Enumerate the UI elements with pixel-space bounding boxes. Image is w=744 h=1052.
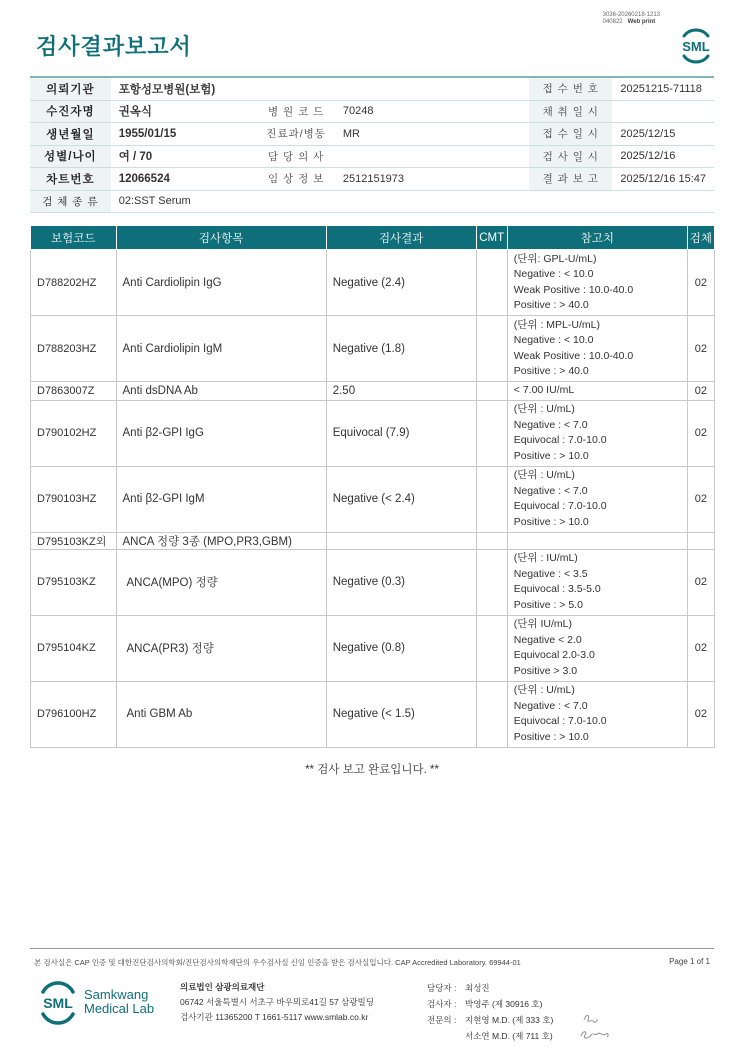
insurance-code-cell: D7863007Z [31,382,117,401]
info-value: 2512151973 [335,168,451,191]
info-label: 결 과 보 고 [529,168,612,191]
specimen-cell: 02 [687,681,714,747]
info-label: 수진자명 [30,100,111,123]
organization-name: 의료법인 삼광의료재단 [180,982,265,992]
reference-range-cell [507,316,687,382]
specimen-cell [687,532,714,549]
info-label: 의뢰기관 [30,77,111,100]
accreditation-note: 본 검사실은 CAP 인증 및 대한진단검사의학회/진단검사의학재단의 우수검사실 신임 인증을 받은 검사실입니다. CAP Accredited Laboratory. 69944-01 [34,958,521,967]
test-item-cell: Anti GBM Ab [116,681,326,747]
reference-line: (단위 : U/mL) [513,403,575,415]
insurance-code-cell: D790102HZ [31,400,117,466]
info-blank [335,77,451,100]
reference-line: (단위 : U/mL) [513,469,575,481]
staff-role: 담당자 : [427,983,457,993]
info-blank [335,190,451,213]
results-body [31,250,715,748]
insurance-code-cell: D795103KZ외 [31,532,117,549]
svg-text:SML: SML [682,39,710,54]
reference-line: Equivocal 2.0-3.0 [513,649,595,661]
reference-line: Positive : > 10.0 [513,449,589,462]
reference-line: Negative : < 7.0 [513,699,588,712]
info-row [30,123,714,146]
comment-cell [476,466,507,532]
test-result-cell: Equivocal (7.9) [326,400,476,466]
info-value [612,100,714,123]
staff-name: 서소연 M.D. (제 711 호) [465,1031,553,1041]
info-value [335,145,451,168]
staff-row [427,1012,553,1028]
reference-line: (단위 IU/mL) [513,618,572,630]
results-header-row [31,226,715,250]
test-item-cell: Anti Cardiolipin IgM [116,316,326,382]
reference-range-cell [507,532,687,549]
reference-range-cell [507,400,687,466]
comment-cell [476,400,507,466]
test-result-cell: 2.50 [326,382,476,401]
info-value: 1955/01/15 [111,123,258,146]
reference-line: Positive > 3.0 [513,664,578,677]
reference-line: < 7.00 IU/mL [513,384,575,396]
staff-name: 박영주 (제 30916 호) [465,999,543,1009]
info-blank [529,190,612,213]
results-table [30,226,715,748]
specimen-cell: 02 [687,615,714,681]
reference-line: Equivocal : 7.0-10.0 [513,434,607,446]
column-header-specimen: 검체 [687,226,714,250]
staff-role: 전문의 : [427,1015,457,1025]
reference-range-cell [507,549,687,615]
table-row [31,316,715,382]
sml-logo-icon [676,24,716,68]
info-label: 진료과/병동 [257,123,334,146]
document-id [603,12,660,26]
insurance-code-cell: D796100HZ [31,681,117,747]
comment-cell [476,316,507,382]
insurance-code-cell: D788203HZ [31,316,117,382]
staff-name: 최성진 [465,983,490,993]
table-row [31,466,715,532]
column-header-code: 보험코드 [31,226,117,250]
reference-line: Equivocal : 7.0-10.0 [513,715,607,727]
svg-text:SML: SML [43,995,73,1011]
info-label: 검 사 일 시 [529,145,612,168]
reference-range-cell [507,382,687,401]
test-result-cell: Negative (< 2.4) [326,466,476,532]
column-header-item: 검사항목 [116,226,326,250]
reference-range-cell [507,250,687,316]
info-label: 담 당 의 사 [257,145,334,168]
info-blank [612,190,714,213]
info-value: 여 / 70 [111,145,258,168]
comment-cell [476,615,507,681]
organization-address: 06742 서울특별시 서초구 바우뫼로41길 57 삼광빌딩 [180,997,374,1007]
staff-row [427,996,553,1012]
info-label: 성별/나이 [30,145,111,168]
info-label: 생년월일 [30,123,111,146]
info-row [30,168,714,191]
test-result-cell: Negative (0.3) [326,549,476,615]
info-blank [257,77,334,100]
report-complete-text: ** 검사 보고 완료입니다. ** [305,764,439,776]
reference-line: Negative < 2.0 [513,633,582,646]
info-value: 20251215-71118 [612,77,714,100]
footer-organization [180,980,374,1025]
reference-line: Equivocal : 3.5-5.0 [513,583,601,595]
reference-line: (단위 : IU/mL) [513,552,578,564]
info-blank [450,190,529,213]
info-row [30,100,714,123]
page-title: 검사결과보고서 [36,34,192,59]
handwritten-signature-icon [578,1010,612,1044]
reference-line: (단위 : U/mL) [513,684,575,696]
specimen-cell: 02 [687,466,714,532]
reference-line: Weak Positive : 10.0-40.0 [513,349,634,362]
reference-range-cell [507,466,687,532]
info-value: 2025/12/16 [612,145,714,168]
reference-line: Equivocal : 7.0-10.0 [513,500,607,512]
reference-line: Positive : > 10.0 [513,730,589,743]
info-label: 접 수 번 호 [529,77,612,100]
reference-line: Positive : > 5.0 [513,598,583,611]
reference-line: (단위 : MPL-U/mL) [513,318,600,331]
page-number: Page 1 of 1 [669,957,710,966]
info-blank [450,123,529,146]
table-row [31,681,715,747]
reference-line: (단위: GPL-U/mL) [513,252,597,265]
sml-footer-logo-icon [36,980,80,1026]
info-blank [450,100,529,123]
comment-cell [476,382,507,401]
info-value: MR [335,123,451,146]
table-row [31,400,715,466]
insurance-code-cell: D790103HZ [31,466,117,532]
insurance-code-cell: D795104KZ [31,615,117,681]
specimen-cell: 02 [687,549,714,615]
column-header-result: 검사결과 [326,226,476,250]
reference-line: Positive : > 40.0 [513,299,589,311]
table-row [31,549,715,615]
info-blank [450,145,529,168]
test-item-cell: ANCA(MPO) 정량 [116,549,326,615]
patient-info-table [30,76,714,213]
reference-range-cell [507,615,687,681]
staff-row [427,1028,553,1044]
staff-row [427,980,553,996]
reference-range-cell [507,681,687,747]
specimen-label: 검 체 종 류 [30,190,111,213]
staff-role [427,1028,465,1044]
info-label: 접 수 일 시 [529,123,612,146]
brand-line2: Medical Lab [84,1001,155,1016]
table-row [31,250,715,316]
reference-line: Negative : < 10.0 [513,334,594,346]
organization-contact: 검사기관 11365200 T 1661-5117 www.smlab.co.kr [180,1012,369,1022]
specimen-cell: 02 [687,400,714,466]
footer-staff [427,980,553,1044]
test-item-cell: Anti dsDNA Ab [116,382,326,401]
info-label: 차트번호 [30,168,111,191]
info-row [30,145,714,168]
reference-line: Negative : < 3.5 [513,567,588,580]
reference-line: Negative : < 7.0 [513,418,588,431]
info-value: 2025/12/16 15:47 [612,168,714,191]
test-result-cell: Negative (1.8) [326,316,476,382]
table-row [31,615,715,681]
info-label: 임 상 정 보 [257,168,334,191]
test-item-cell: Anti β2-GPI IgG [116,400,326,466]
info-row [30,77,714,100]
test-result-cell: Negative (0.8) [326,615,476,681]
info-value: 포항성모병원(보험) [111,77,258,100]
column-header-reference: 참고치 [507,226,687,250]
specimen-cell: 02 [687,316,714,382]
test-item-cell: ANCA(PR3) 정량 [116,615,326,681]
specimen-cell: 02 [687,382,714,401]
info-value: 12066524 [111,168,258,191]
column-header-cmt: CMT [476,226,507,250]
reference-line: Negative : < 7.0 [513,484,588,497]
test-item-cell: Anti Cardiolipin IgG [116,250,326,316]
info-blank [257,190,334,213]
info-value: 70248 [335,100,451,123]
document-id-line2: 040822 Web print [602,19,656,25]
info-value: 권옥식 [111,100,258,123]
reference-line: Negative : < 10.0 [513,268,594,280]
comment-cell [476,250,507,316]
test-item-cell: ANCA 정량 3종 (MPO,PR3,GBM) [116,532,326,549]
info-blank [450,77,529,100]
specimen-value: 02:SST Serum [111,190,258,213]
specimen-cell: 02 [687,250,714,316]
document-id-line1: 3036-20260218-1213 [602,12,660,18]
staff-role: 검사자 : [427,999,457,1009]
table-row [31,532,715,549]
comment-cell [476,681,507,747]
info-row [30,190,714,213]
test-result-cell: Negative (< 1.5) [326,681,476,747]
reference-line: Positive : > 40.0 [513,365,589,377]
info-blank [450,168,529,191]
insurance-code-cell: D795103KZ [31,549,117,615]
test-result-cell [326,532,476,549]
info-label: 병 원 코 드 [257,100,334,123]
comment-cell [476,549,507,615]
info-label: 채 취 일 시 [529,100,612,123]
test-item-cell: Anti β2-GPI IgM [116,466,326,532]
insurance-code-cell: D788202HZ [31,250,117,316]
footer-divider [30,948,714,949]
reference-line: Weak Positive : 10.0-40.0 [513,283,634,296]
staff-name: 지현영 M.D. (제 333 호) [465,1015,554,1025]
reference-line: Positive : > 10.0 [513,515,589,528]
brand-line1: Samkwang [84,987,149,1002]
info-value: 2025/12/15 [612,123,714,146]
comment-cell [476,532,507,549]
footer-brand [84,988,154,1016]
table-row [31,382,715,401]
test-result-cell: Negative (2.4) [326,250,476,316]
